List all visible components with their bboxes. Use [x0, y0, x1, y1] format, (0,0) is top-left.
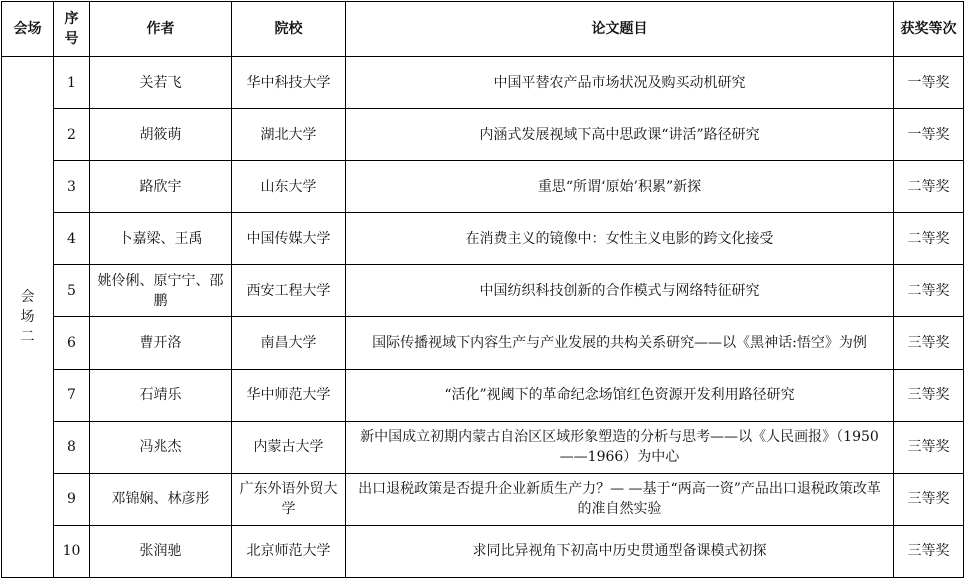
- header-school: 院校: [232, 2, 346, 57]
- title-cell: 重思“所谓‘原始’积累”新探: [346, 161, 894, 213]
- index-cell: 9: [54, 473, 90, 525]
- table-row: [2, 57, 964, 109]
- author-cell: 邓锦娴、林彦彤: [90, 473, 232, 525]
- school-cell: 北京师范大学: [232, 525, 346, 577]
- award-cell: 三等奖: [894, 421, 964, 473]
- award-cell: 二等奖: [894, 265, 964, 317]
- title-cell: “活化”视阈下的革命纪念场馆红色资源开发利用路径研究: [346, 369, 894, 421]
- author-cell: 张润驰: [90, 525, 232, 577]
- table-row: [2, 317, 964, 369]
- school-cell: 南昌大学: [232, 317, 346, 369]
- author-cell: 路欣宇: [90, 161, 232, 213]
- author-cell: 关若飞: [90, 57, 232, 109]
- venue-label: 会场二: [20, 289, 35, 346]
- table-row: [2, 161, 964, 213]
- author-cell: 石靖乐: [90, 369, 232, 421]
- school-cell: 湖北大学: [232, 109, 346, 161]
- school-cell: 华中科技大学: [232, 57, 346, 109]
- title-cell: 中国平替农产品市场状况及购买动机研究: [346, 57, 894, 109]
- index-cell: 1: [54, 57, 90, 109]
- index-cell: 5: [54, 265, 90, 317]
- award-cell: 一等奖: [894, 57, 964, 109]
- author-cell: 冯兆杰: [90, 421, 232, 473]
- award-cell: 三等奖: [894, 525, 964, 577]
- author-cell: 曹开洛: [90, 317, 232, 369]
- author-cell: 姚伶俐、原宁宁、邵鹏: [90, 265, 232, 317]
- award-cell: 二等奖: [894, 161, 964, 213]
- header-award: 获奖等次: [894, 2, 964, 57]
- school-cell: 西安工程大学: [232, 265, 346, 317]
- title-cell: 新中国成立初期内蒙古自治区区域形象塑造的分析与思考——以《人民画报》（1950——1966）为中心: [346, 421, 894, 473]
- header-venue: 会场: [2, 2, 54, 57]
- index-cell: 6: [54, 317, 90, 369]
- index-cell: 4: [54, 213, 90, 265]
- school-cell: 内蒙古大学: [232, 421, 346, 473]
- author-cell: 胡筱萌: [90, 109, 232, 161]
- title-cell: 在消费主义的镜像中：女性主义电影的跨文化接受: [346, 213, 894, 265]
- index-cell: 3: [54, 161, 90, 213]
- award-cell: 三等奖: [894, 473, 964, 525]
- index-cell: 2: [54, 109, 90, 161]
- school-cell: 广东外语外贸大学: [232, 473, 346, 525]
- award-cell: 三等奖: [894, 369, 964, 421]
- index-cell: 10: [54, 525, 90, 577]
- title-cell: 求同比异视角下初高中历史贯通型备课模式初探: [346, 525, 894, 577]
- header-title: 论文题目: [346, 2, 894, 57]
- title-cell: 中国纺织科技创新的合作模式与网络特征研究: [346, 265, 894, 317]
- header-index: 序号: [54, 2, 90, 57]
- award-table: [1, 1, 964, 578]
- award-cell: 一等奖: [894, 109, 964, 161]
- table-row: [2, 109, 964, 161]
- table-row: [2, 525, 964, 577]
- venue-cell: [2, 57, 54, 578]
- index-cell: 7: [54, 369, 90, 421]
- award-cell: 三等奖: [894, 317, 964, 369]
- school-cell: 山东大学: [232, 161, 346, 213]
- title-cell: 国际传播视域下内容生产与产业发展的共构关系研究——以《黑神话:悟空》为例: [346, 317, 894, 369]
- award-cell: 二等奖: [894, 213, 964, 265]
- author-cell: 卜嘉梁、王禹: [90, 213, 232, 265]
- school-cell: 华中师范大学: [232, 369, 346, 421]
- table-row: [2, 369, 964, 421]
- table-row: [2, 265, 964, 317]
- title-cell: 出口退税政策是否提升企业新质生产力？— —基于“两高一资”产品出口退税政策改革的准自然实验: [346, 473, 894, 525]
- header-author: 作者: [90, 2, 232, 57]
- title-cell: 内涵式发展视域下高中思政课“讲活”路径研究: [346, 109, 894, 161]
- table-row: [2, 421, 964, 473]
- school-cell: 中国传媒大学: [232, 213, 346, 265]
- table-row: [2, 473, 964, 525]
- table-row: [2, 213, 964, 265]
- index-cell: 8: [54, 421, 90, 473]
- table-header-row: [2, 2, 964, 57]
